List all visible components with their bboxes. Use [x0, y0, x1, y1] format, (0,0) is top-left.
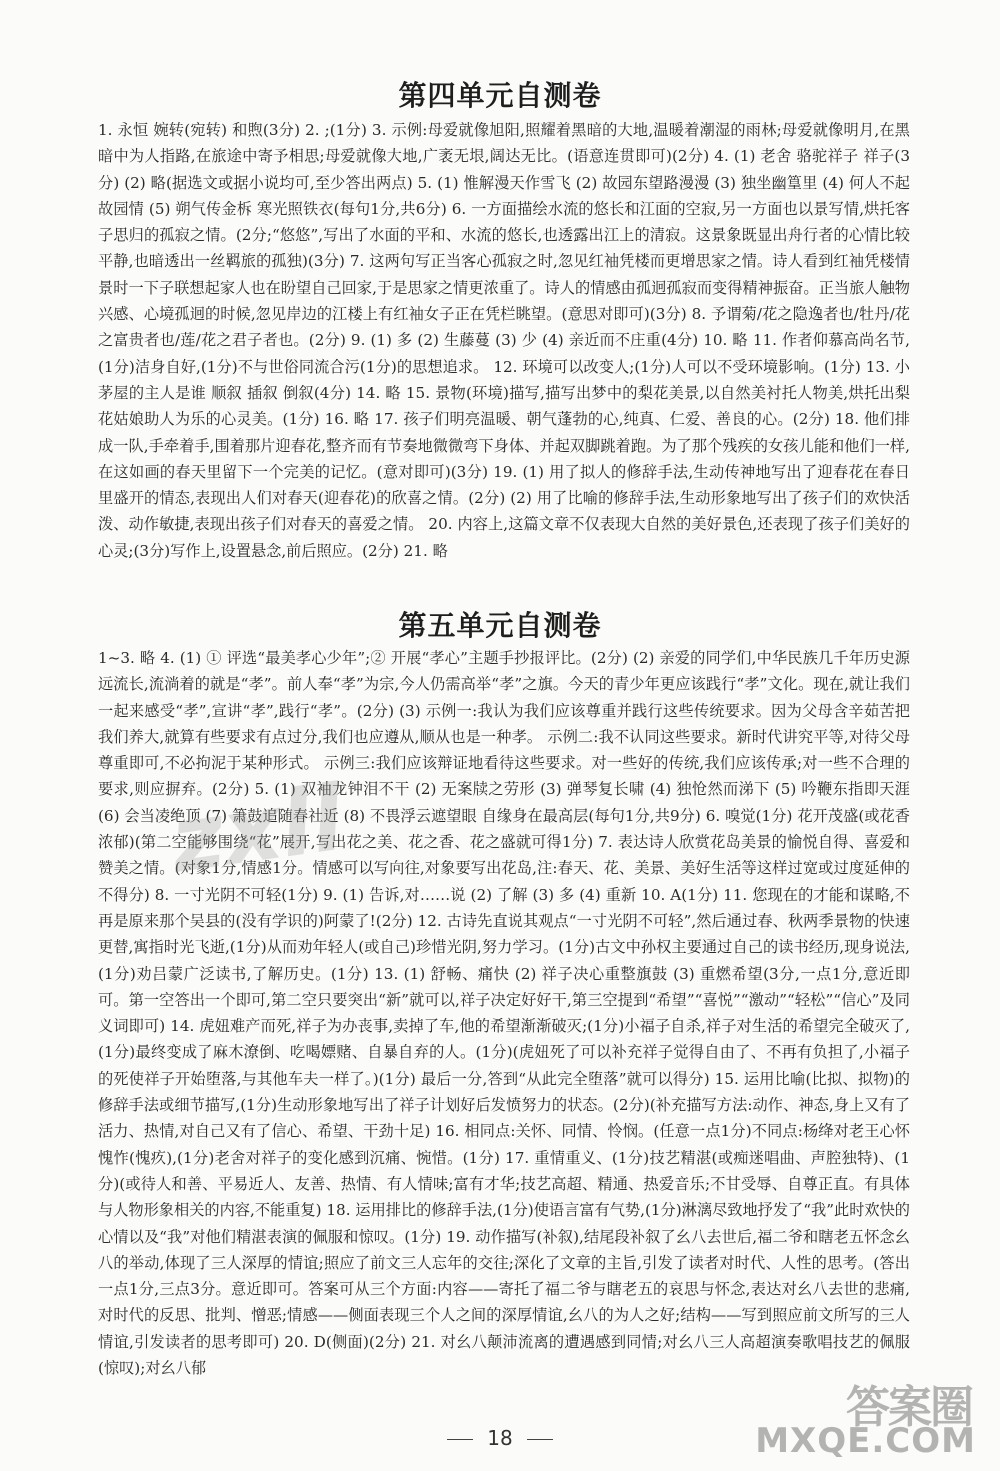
- section-unit5-body: 1~3. 略 4. (1) ① 评选“最美孝心少年”;② 开展“孝心”主题手抄报评比。(2分) (2) 亲爱的同学们,中华民族几千年历史源远流长,流淌着的就是“孝”。前人奉“孝”为宗,今人仍需高举“孝”之旗。今天的青少年更应该践行“孝”文化。现在,就让我们一起来感受“孝”,宣讲“孝”,践行“孝”。(2分) (3) 示例一:我认为我们应该尊重并践行这些传统要求。因为父母含辛茹苦把我们养大,就算有些要求有点过分,我们也应遵从,顺从也是一种孝。 示例二:我不认同这些要求。新时代讲究平等,对待父母尊重即可,不必拘泥于某种形式。 示例三:我们应该辩证地看待这些要求。对一些好的传统,我们应该传承;对一些不合理的要求,则应摒弃。(2分) 5. (1) 双袖龙钟泪不干 (2) 无案牍之劳形 (3) 弹琴复长啸 (4) 独怆然而涕下 (5) 吟鞭东指即天涯 (6) 会当凌绝顶 (7) 箫鼓追随春社近 (8) 不畏浮云遮望眼 自缘身在最高层(每句1分,共9分) 6. 嗅觉(1分) 花开茂盛(或花香浓郁)(第二空能够围绕“花”展开,写出花之美、花之香、花之盛就可得1分) 7. 表达诗人欣赏花岛美景的愉悦自得、喜爱和赞美之情。(对象1分,情感1分。情感可以写向往,对象要写出花岛,注:春天、花、美景、美好生活等这样过宽或过度延伸的不得分) 8. 一寸光阴不可轻(1分) 9. (1) 告诉,对……说 (2) 了解 (3) 多 (4) 重新 10. A(1分) 11. 您现在的才能和谋略,不再是原来那个吴县的(没有学识的)阿蒙了!(2分) 12. 古诗先直说其观点“一寸光阴不可轻”,然后通过春、秋两季景物的快速更替,寓指时光飞逝,(1分)从而劝年轻人(或自己)珍惜光阴,努力学习。(1分)古文中孙权主要通过自己的读书经历,现身说法,(1分)劝吕蒙广泛读书,了解历史。(1分) 13. (1) 舒畅、痛快 (2) 祥子决心重整旗鼓 (3) 重燃希望(3分,一点1分,意近即可。第一空答出一个即可,第二空只要突出“新”就可以,祥子决定好好干,第三空提到“希望”“喜悦”“激动”“轻松”“信心”及同义词即可) 14. 虎妞难产而死,祥子为办丧事,卖掉了车,他的希望渐渐破灭;(1分)小福子自杀,祥子对生活的希望完全破灭了,(1分)最终变成了麻木潦倒、吃喝嫖赌、自暴自弃的人。(1分)(虎妞死了可以补充祥子觉得自由了、不再有负担了,小福子的死使祥子开始堕落,与其他车夫一样了。)(1分) 最后一分,答到“从此完全堕落”就可以得分) 15. 运用比喻(比拟、拟物)的修辞手法或细节描写,(1分)生动形象地写出了祥子计划好后发愤努力的状态。(2分)(补充描写方法:动作、神态,身上又有了活力、热情,对自己又有了信心、希望、干劲十足) 16. 相同点:关怀、同情、怜悯。(任意一点1分)不同点:杨绛对老王心怀愧怍(愧疚),(1分)老舍对祥子的变化感到沉痛、惋惜。(1分) 17. 重情重义、(1分)技艺精湛(或痴迷唱曲、声腔独特)、(1分)(或待人和善、平易近人、友善、热情、有人情味;富有才华;技艺高超、精通、热爱音乐;不甘受辱、自尊正直。有具体与人物形象相关的内容,不能重复) 18. 运用排比的修辞手法,(1分)使语言富有气势,(1分)淋漓尽致地抒发了“我”此时欢快的心情以及“我”对他们精湛表演的佩服和惊叹。(1分) 19. 动作描写(补叙),结尾段补叙了幺八去世后,福二爷和瞎老五怀念幺八的举动,体现了三人深厚的情谊;照应了前文三人忘年的交往;深化了文章的主旨,引发了读者对时代、人性的思考。(答出一点1分,三点3分。意近即可。答案可从三个方面:内容——寄托了福二爷与瞎老五的哀思与怀念,表达对幺八去世的悲痛,对时代的反思、批判、憎恶;情感——侧面表现三个人之间的深厚情谊,幺八的为人之好;结构——写到照应前文所写的三人情谊,引发读者的思考即可) 20. D(侧面)(2分) 21. 对幺八颠沛流离的遭遇感到同情;对幺八三人高超演奏歌唱技艺的佩服(惊叹);对幺八郁: [98, 649, 910, 1378]
- section-title-unit4: 第四单元自测卷: [398, 79, 602, 112]
- watermark-logo: 答案圈: [846, 1382, 972, 1433]
- section-title-unit5: 第五单元自测卷: [398, 609, 602, 642]
- section-unit4-answers: [98, 117, 910, 564]
- section-unit4-body: 1. 永恒 婉转(宛转) 和煦(3分) 2. ;(1分) 3. 示例:母爱就像旭阳,照耀着黑暗的大地,温暖着潮湿的雨林;母爱就像明月,在黑暗中为人指路,在旅途中寄予相思;母爱就像大地,广袤无垠,阔达无比。(语意连贯即可)(2分) 4. (1) 老舍 骆驼祥子 祥子(3分) (2) 略(据选文或据小说均可,至少答出两点) 5. (1) 惟解漫天作雪飞 (2) 故园东望路漫漫 (3) 独坐幽篁里 (4) 何人不起故园情 (5) 朔气传金柝 寒光照铁衣(每句1分,共6分) 6. 一方面描绘水流的悠长和江面的空寂,另一方面也以景写情,烘托客子思归的孤寂之情。(2分;“悠悠”,写出了水面的平和、水流的悠长,也透露出江上的清寂。这景象既显出舟行者的心情比较平静,也暗透出一丝羁旅的孤独)(3分) 7. 这两句写正当客心孤寂之时,忽见红袖凭楼而更增思家之情。诗人看到红袖凭楼情景时一下子联想起家人也在盼望自己回家,于是思家之情更浓重了。诗人的情感由孤迥孤寂而变得精神振奋。正当旅人触物兴感、心境孤迥的时候,忽见岸边的江楼上有红袖女子正在凭栏眺望。(意思对即可)(3分) 8. 予谓菊/花之隐逸者也/牡丹/花之富贵者也/莲/花之君子者也。(2分) 9. (1) 多 (2) 生藤蔓 (3) 少 (4) 亲近而不庄重(4分) 10. 略 11. 作者仰慕高尚名节,(1分)洁身自好,(1分)不与世俗同流合污(1分)的思想追求。 12. 环境可以改变人;(1分)人可以不受环境影响。(1分) 13. 小茅屋的主人是谁 顺叙 插叙 倒叙(4分) 14. 略 15. 景物(环境)描写,描写出梦中的梨花美景,以自然美衬托人物美,烘托出梨花姑娘助人为乐的心灵美。(1分) 16. 略 17. 孩子们明亮温暖、朝气蓬勃的心,纯真、仁爱、善良的心。(2分) 18. 他们排成一队,手牵着手,围着那片迎春花,整齐而有节奏地微微弯下身体、并起双脚跳着跑。为了那个残疾的女孩儿能和他们一样,在这如画的春天里留下一个完美的记忆。(意对即可)(3分) 19. (1) 用了拟人的修辞手法,生动传神地写出了迎春花在春日里盛开的情态,表现出人们对春天(迎春花)的欣喜之情。(2分) (2) 用了比喻的修辞手法,生动形象地写出了孩子们的欢快活泼、动作敏捷,表现出孩子们对春天的喜爱之情。 20. 内容上,这篇文章不仅表现大自然的美好景色,还表现了孩子们美好的心灵;(3分)写作上,设置悬念,前后照应。(2分) 21. 略: [98, 121, 910, 560]
- page-number: 18: [487, 1426, 513, 1450]
- footer-right-dash: [527, 1439, 553, 1440]
- watermark-url: MXQE.COM: [755, 1421, 976, 1461]
- footer-left-dash: [447, 1439, 473, 1440]
- site-watermark: [755, 1371, 982, 1461]
- faded-watermark-mark: zxll: [164, 765, 350, 894]
